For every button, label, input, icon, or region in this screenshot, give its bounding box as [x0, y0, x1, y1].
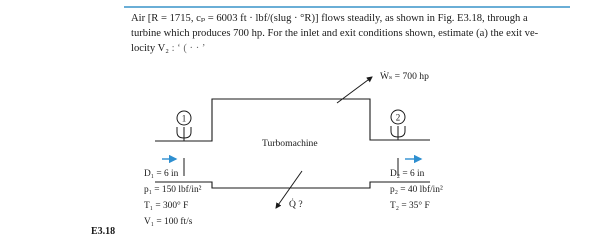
outlet-diameter: D₂ = 6 in — [390, 169, 425, 179]
outline-top — [155, 99, 430, 141]
problem-line-3-text: locity V₂ — [131, 43, 169, 54]
machine-label: Turbomachine — [262, 138, 318, 149]
station-1-number: 1 — [181, 113, 187, 124]
inlet-pressure: p₁ = 150 lbf/in² — [144, 185, 202, 195]
heat-transfer-label: Q̇ ? — [289, 199, 303, 210]
inlet-temperature: T₁ = 300° F — [144, 201, 189, 211]
shaft-work-label: Ẇₛ = 700 hp — [380, 71, 429, 82]
inlet-velocity: V₁ = 100 ft/s — [144, 217, 193, 227]
cutoff-fragment: : ‘ ( · · ’ — [171, 43, 206, 54]
station-2-number: 2 — [395, 112, 401, 123]
problem-line-2: turbine which produces 700 hp. For the inlet and exit conditions shown, estimate (a) the exit ve- — [131, 28, 539, 39]
inlet-diameter: D₁ = 6 in — [144, 169, 179, 179]
outlet-temperature: T₂ = 35° F — [390, 201, 430, 211]
problem-line-1: Air [R = 1715, cₚ = 6003 ft · lbf/(slug · °R)] flows steadily, as shown in Fig. E3.18, through a — [131, 13, 528, 24]
outlet-pressure: p₂ = 40 lbf/in² — [390, 185, 443, 195]
problem-number: E3.18 — [91, 226, 116, 237]
